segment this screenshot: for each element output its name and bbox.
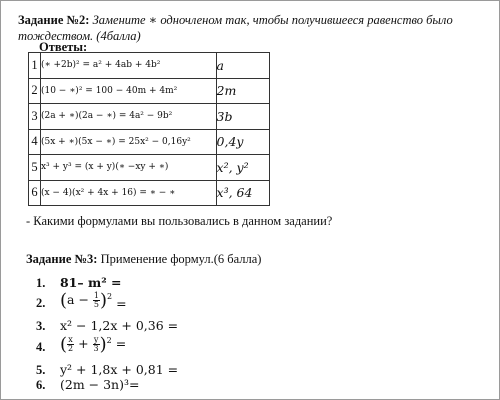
row-answer: 0,4y	[216, 129, 269, 155]
item-number: 1.	[36, 276, 46, 290]
item-expression: x² − 1,2x + 0,36 =	[59, 318, 179, 333]
answers-table	[28, 52, 270, 206]
row-answer: a	[216, 53, 269, 79]
table-row	[29, 129, 270, 155]
task2-text-line2: тождеством. (4балла)	[18, 29, 141, 43]
item-number: 4.	[36, 340, 46, 354]
answers-label: Ответы:	[39, 40, 88, 54]
item-expression-formula: (a − $\frac{1}{5}$ )$^2$	[59, 290, 113, 311]
row-equation: (5x + ∗)(5x − ∗) = 25x² − 0,16y²	[40, 129, 216, 155]
row-answer: x², y²	[216, 155, 269, 181]
table-row	[29, 155, 270, 181]
item-expression: =	[116, 296, 127, 311]
row-equation: x³ + y³ = (x + y)(∗ −xy + ∗)	[40, 155, 216, 181]
row-answer: 2m	[216, 78, 269, 104]
item-number: 6.	[36, 378, 46, 392]
item-number: 3.	[36, 319, 46, 333]
table-row	[29, 180, 270, 206]
task3-header	[26, 252, 261, 267]
task3-item-1	[36, 275, 122, 291]
item-number: 2.	[36, 296, 46, 310]
item-number: 5.	[36, 363, 46, 377]
question-text: - Какими формулами вы пользовались в данном задании?	[26, 214, 333, 228]
task2-text-line1: Замените ∗ одночленом так, чтобы получившееся равенство было	[92, 13, 453, 27]
table-row	[29, 104, 270, 130]
table-row	[29, 53, 270, 79]
task3-item-6	[36, 377, 139, 393]
task3-item-4	[36, 334, 126, 355]
table-row	[29, 78, 270, 104]
item-expression: =	[115, 336, 127, 351]
task3-title: Применение формул.(6 балла)	[100, 252, 262, 266]
task3-item-5	[36, 362, 178, 378]
task3-item-2	[36, 290, 127, 311]
item-expression: (2m − 3n)³=	[59, 377, 140, 392]
row-equation: (10 − ∗)² = 100 − 40m + 4m²	[40, 78, 216, 104]
row-number: 5	[29, 155, 41, 181]
row-number: 1	[29, 53, 41, 79]
row-equation: (2a + ∗)(2a − ∗) = 4a² − 9b²	[40, 104, 216, 130]
row-answer: x³, 64	[216, 180, 269, 206]
item-expression: 81– m² =	[59, 275, 122, 290]
task2-block	[18, 12, 488, 44]
row-number: 4	[29, 129, 41, 155]
row-equation: (x − 4)(x² + 4x + 16) = ∗ − ∗	[40, 180, 216, 206]
task3-heading: Задание №3:	[26, 252, 98, 266]
row-equation: (∗ +2b)² = a² + 4ab + 4b²	[40, 53, 216, 79]
task2-heading: Задание №2:	[18, 13, 90, 27]
row-answer: 3b	[216, 104, 269, 130]
item-expression-formula: ( $\frac{x}{2}$ + $\frac{y}{3}$ )$^2$	[59, 334, 112, 355]
item-expression: y² + 1,8x + 0,81 =	[59, 362, 179, 377]
row-number: 2	[29, 78, 41, 104]
task3-item-3	[36, 318, 178, 334]
row-number: 6	[29, 180, 41, 206]
row-number: 3	[29, 104, 41, 130]
